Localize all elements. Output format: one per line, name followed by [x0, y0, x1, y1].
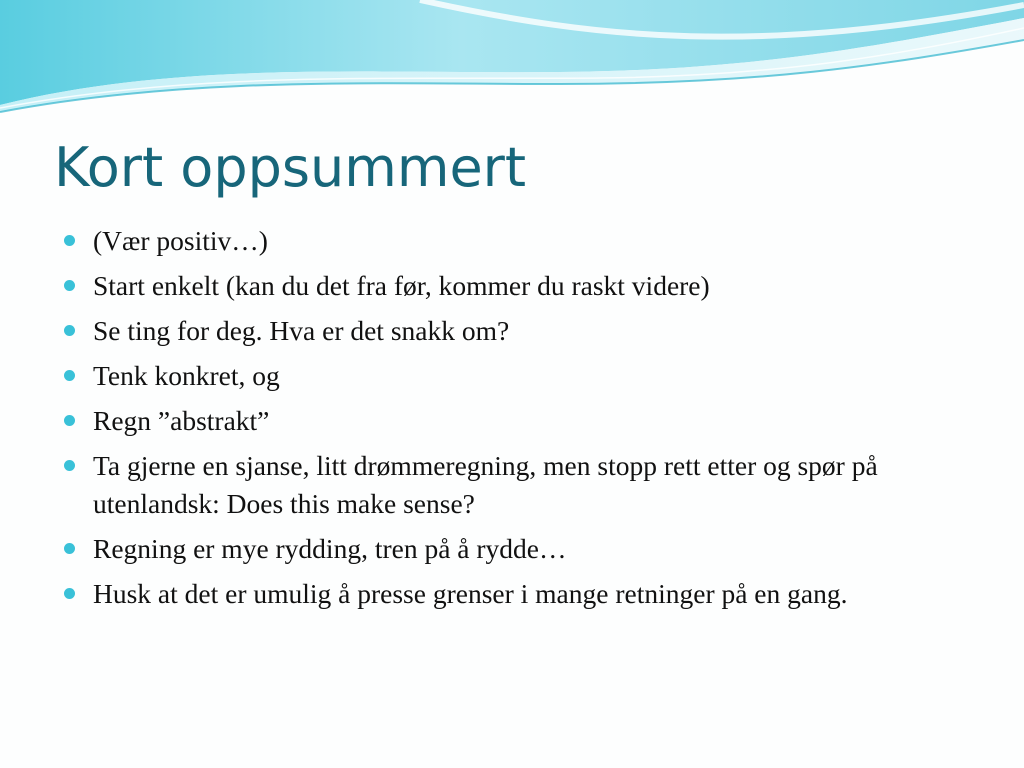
list-item [64, 357, 964, 395]
bullet-dot-icon [64, 370, 75, 381]
bullet-text: Husk at det er umulig å presse grenser i mange retninger på en gang. [93, 578, 848, 609]
bullet-text: Start enkelt (kan du det fra før, kommer du raskt videre) [93, 270, 710, 301]
bullet-dot-icon [64, 543, 75, 554]
list-item [64, 447, 964, 523]
list-item [64, 530, 964, 568]
slide-title: Kort oppsummert [54, 136, 527, 199]
list-item [64, 402, 964, 440]
bullet-text: Se ting for deg. Hva er det snakk om? [93, 315, 510, 346]
bullet-dot-icon [64, 415, 75, 426]
bullet-dot-icon [64, 460, 75, 471]
bullet-text: Regn ”abstrakt” [93, 405, 270, 436]
bullet-text: Regning er mye rydding, tren på å rydde… [93, 533, 567, 564]
bullet-dot-icon [64, 588, 75, 599]
wave-decoration [0, 0, 1024, 130]
bullet-text: Tenk konkret, og [93, 360, 280, 391]
bullet-text: Ta gjerne en sjanse, litt drømmeregning, men stopp rett etter og spør på utenlandsk: Does this make sense? [93, 450, 878, 519]
bullet-dot-icon [64, 280, 75, 291]
list-item [64, 222, 964, 260]
list-item [64, 267, 964, 305]
list-item [64, 312, 964, 350]
bullet-dot-icon [64, 235, 75, 246]
bullet-dot-icon [64, 325, 75, 336]
list-item [64, 575, 964, 613]
bullet-list [64, 222, 964, 620]
bullet-text: (Vær positiv…) [93, 225, 268, 256]
